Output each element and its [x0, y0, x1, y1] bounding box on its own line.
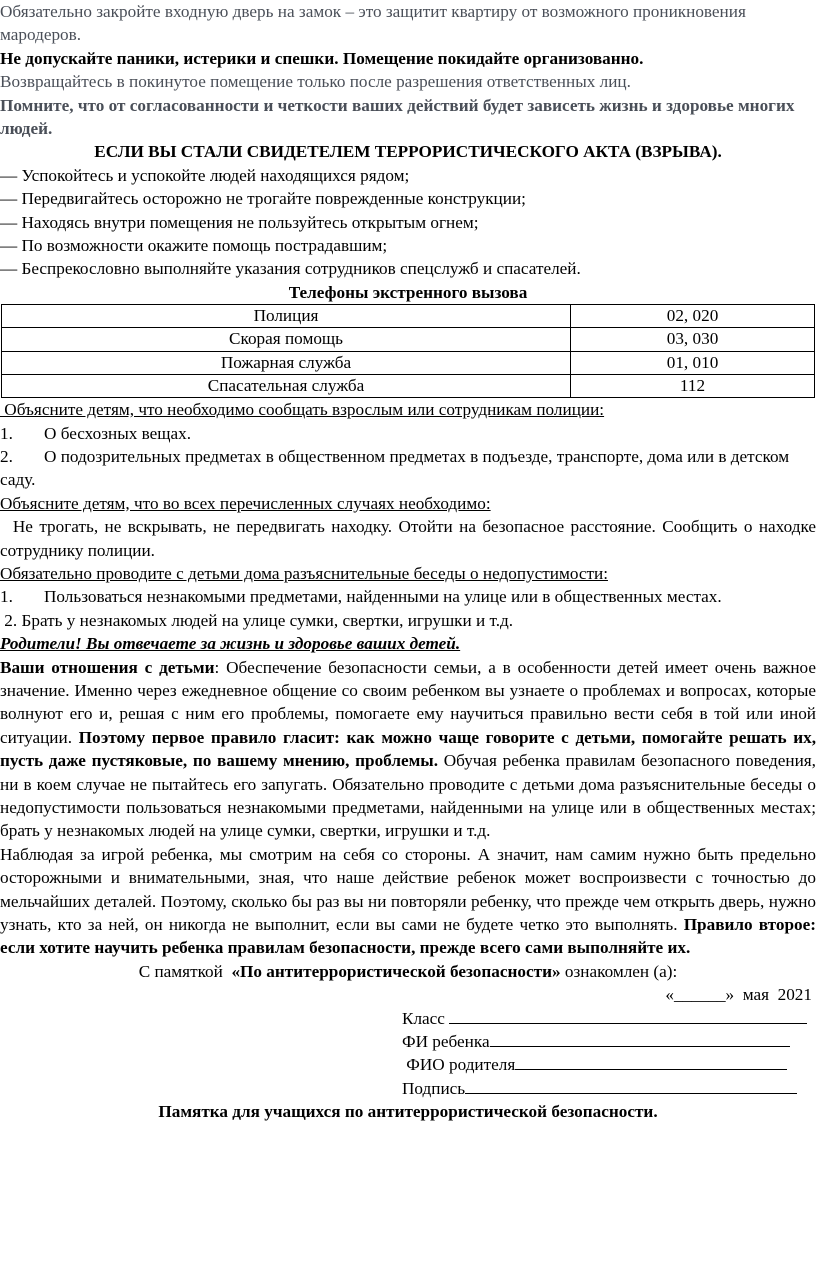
child-label: ФИ ребенка [402, 1032, 490, 1052]
footer-title: Памятка для учащихся по антитеррористической безопасности. [158, 1102, 658, 1122]
acknowledgement [0, 960, 816, 983]
class-label: Класс [402, 1008, 450, 1028]
ack-pre: С памяткой [138, 961, 232, 981]
parents-heading: Родители! Вы отвечаете за жизнь и здоровье ваших детей. [0, 634, 461, 654]
bold-rule: Поэтому первое правило гласит: как можно чаще говорите с детьми, помогайте решать их, пусть даже пустяковые, по вашему мнению, проблемы. [0, 727, 816, 771]
table-row [2, 305, 815, 328]
form-row [402, 1077, 816, 1100]
explain1-heading: Объясните детям, что необходимо сообщать взрослым или сотрудникам полиции: [0, 400, 605, 420]
terror-act-heading: ЕСЛИ ВЫ СТАЛИ СВИДЕТЕЛЕМ ТЕРРОРИСТИЧЕСКОГО АКТА (ВЗРЫВА). [94, 142, 722, 162]
intro-line-3: Возвращайтесь в покинутое помещение только после разрешения ответственных лиц. [0, 72, 631, 92]
ack-post: ознакомлен (а): [560, 961, 678, 981]
service-cell: Пожарная служба [2, 351, 571, 374]
item-number: 1. [0, 587, 13, 607]
parent-name-field[interactable] [515, 1054, 787, 1070]
paragraph-text: Обучая ребенка правилам безопасного поведения, ни в коем случае не пытайтесь его запугать. Обязательно проводите с детьми дома разъяснительные беседы о недопустимости пользоваться незнакомыми предметами, найденными на улице или в общественных местах; брать у незнакомых людей на улице сумки, свертки, игрушки и т.д. [0, 751, 816, 841]
explain2-text: Не трогать, не вскрывать, не передвигать находку. Отойти на безопасное расстояние. Сообщить о находке сотруднику полиции. [0, 517, 816, 560]
terror-act-item: — Находясь внутри помещения не пользуйтесь открытым огнем; [0, 212, 479, 232]
form-row [402, 1053, 816, 1076]
child-name-field[interactable] [490, 1031, 790, 1047]
item-number: 2. [0, 446, 13, 466]
form-row [402, 1007, 816, 1030]
explain3-heading: Обязательно проводите с детьми дома разъяснительные беседы о недопустимости: [0, 563, 608, 583]
terror-act-item: — По возможности окажите помощь пострадавшим; [0, 236, 388, 256]
service-cell: Скорая помощь [2, 328, 571, 351]
intro-line-1: Обязательно закройте входную дверь на замок – это защитит квартиру от возможного проникновения мародеров. [0, 2, 746, 45]
number-cell: 02, 020 [571, 305, 815, 328]
signature-form [0, 1007, 816, 1101]
explain1-item [0, 445, 816, 492]
service-cell: Спасательная служба [2, 374, 571, 397]
ack-title: «По антитеррористической безопасности» [231, 961, 561, 981]
paragraph-text: Наблюдая за игрой ребенка, мы смотрим на себя со стороны. А значит, нам самим нужно быть предельно осторожными и внимательными, зная, что наше действие ребенок может воспроизвести с точностью до мельчайших деталей. Поэтому, сколько бы раз вы ни повторяли ребенку, что прежде чем открыть дверь, нужно узнать, кто за ней, он никогда не выполнит, если вы сами не будете четко это выполнять. [0, 844, 816, 935]
sign-label: Подпись [402, 1078, 466, 1098]
signature-field[interactable] [465, 1078, 797, 1094]
paragraph-text: : Обеспечение безопасности семьи, а в особенности детей имеет очень важное значение. Именно через ежедневное общение со своим ребенком вы узнаете о проблемах и вопросах, которые волнуют его и, решая с ним его проблемы, помогаете ему научиться правильно вести себя в той или иной ситуации. [0, 657, 816, 747]
phones-table [1, 304, 815, 398]
parent-label: ФИО родителя [402, 1055, 516, 1075]
item-text: Пользоваться незнакомыми предметами, найденными на улице или в общественных местах. [44, 587, 722, 607]
terror-act-item: — Передвигайтесь осторожно не трогайте поврежденные конструкции; [0, 189, 526, 209]
number-cell: 03, 030 [571, 328, 815, 351]
parents-paragraph-2 [0, 843, 816, 960]
number-cell: 112 [571, 374, 815, 397]
form-row [402, 1030, 816, 1053]
item-number: 1. [0, 423, 13, 443]
terror-act-item: — Успокойтесь и успокойте людей находящихся рядом; [0, 165, 410, 185]
table-row [2, 374, 815, 397]
terror-act-item: — Беспрекословно выполняйте указания сотрудников спецслужб и спасателей. [0, 259, 581, 279]
explain3-item: 2. Брать у незнакомых людей на улице сумки, свертки, игрушки и т.д. [0, 610, 514, 630]
bold-lead: Ваши отношения с детьми [0, 657, 215, 677]
number-cell: 01, 010 [571, 351, 815, 374]
intro-line-4: Помните, что от согласованности и четкости ваших действий будет зависеть жизнь и здоровье многих людей. [0, 95, 795, 139]
bold-rule: Правило второе: если хотите научить ребенка правилам безопасности, прежде всего сами выполняйте их. [0, 915, 816, 958]
explain3-item [0, 585, 816, 608]
phones-title: Телефоны экстренного вызова [288, 282, 528, 302]
table-row [2, 328, 815, 351]
parents-paragraph-1 [0, 656, 816, 843]
ack-date: «______» мая 2021 [665, 985, 812, 1005]
table-row [2, 351, 815, 374]
service-cell: Полиция [2, 305, 571, 328]
item-text: О подозрительных предметах в общественном предметах в подъезде, транспорте, дома или в детском саду. [0, 446, 790, 490]
intro-line-2: Не допускайте паники, истерики и спешки. Помещение покидайте организованно. [0, 48, 644, 68]
item-text: О бесхозных вещах. [44, 423, 192, 443]
explain1-item [0, 422, 816, 445]
explain2-heading: Объясните детям, что во всех перечисленных случаях необходимо: [0, 493, 491, 513]
class-field[interactable] [449, 1008, 807, 1024]
